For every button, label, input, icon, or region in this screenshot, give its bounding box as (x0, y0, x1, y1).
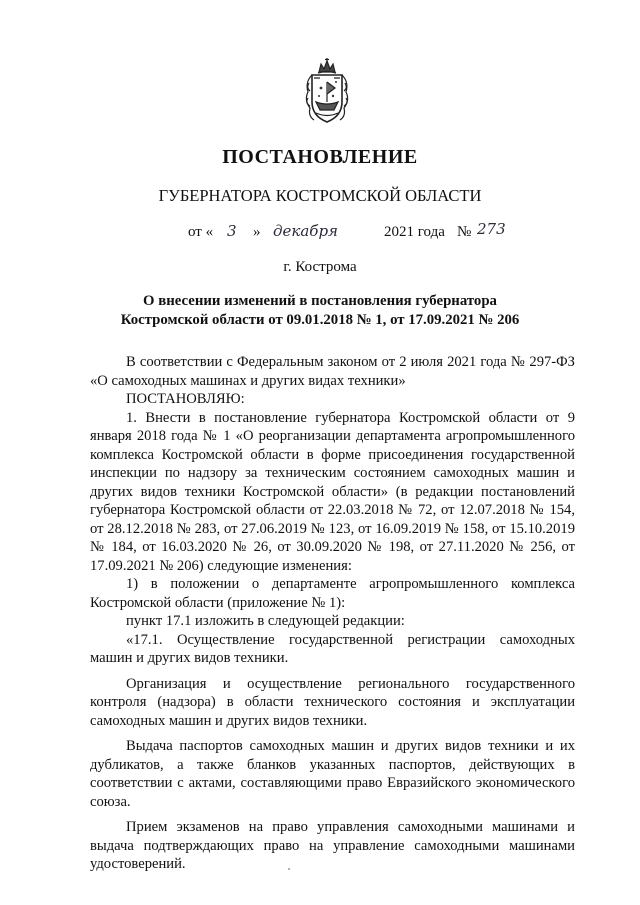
coat-of-arms-icon (302, 58, 352, 128)
heading-line: Костромской области от 09.01.2018 № 1, от 17.09.2021 № 206 (120, 312, 520, 328)
paragraph-clause-intro: пункт 17.1 изложить в следующей редакции: (126, 613, 405, 629)
heading-line: О внесении изменений в постановления губернатора (143, 293, 497, 309)
document-subtitle: ГУБЕРНАТОРА КОСТРОМСКОЙ ОБЛАСТИ (158, 186, 482, 205)
date-line (0, 222, 640, 250)
paragraph-resolve: ПОСТАНОВЛЯЮ: (126, 391, 245, 407)
paragraph-control: Организация и осуществление регионального государственного контроля (надзора) в области технического состояния и эксплуатации самоходных машин и других видов техники. (90, 675, 575, 729)
paragraph-item-1: 1. Внести в постановление губернатора Костромской области от 9 января 2018 года № 1 «О реорганизации департамента агропромышленного комплекса Костромской области в форме присоединения государственной инспекции по надзору за техническим состоянием самоходных машин и других видов техники Костромской области» (в редакции постановлений губернатора Костромской области от 22.03.2018 № 72, от 12.07.2018 № 154, от 28.12.2018 № 283, от 27.06.2019 № 123, от 16.09.2019 № 158, от 15.10.2019 № 184, от 16.03.2020 № 26, от 30.09.2020 № 198, от 27.11.2020 № 256, от 17.09.2021 № 206) следующие изменения: (90, 409, 575, 574)
date-close-quote: » (253, 224, 261, 240)
document-heading (90, 292, 550, 330)
city: г. Кострома (283, 259, 357, 275)
document-number-handwritten: 273 (477, 220, 506, 238)
number-label: № (457, 224, 472, 240)
document-title: ПОСТАНОВЛЕНИЕ (222, 146, 418, 168)
date-prefix: от « (188, 224, 214, 240)
date-month-handwritten: декабря (273, 222, 338, 240)
date-year: 2021 года (384, 224, 445, 240)
paragraph-preamble: В соответствии с Федеральным законом от 2 июля 2021 года № 297-ФЗ «О самоходных машинах и других видах техники» (90, 354, 575, 389)
paragraph-exams: Прием экзаменов на право управления самоходными машинами и выдача подтверждающих право на управление самоходными машинами удостоверений. (90, 819, 575, 872)
paragraph-clause-17-1: «17.1. Осуществление государственной регистрации самоходных машин и других видов техники. (90, 631, 575, 666)
scan-speck (288, 868, 290, 870)
paragraph-subitem-1: 1) в положении о департаменте агропромышленного комплекса Костромской области (приложение № 1): (90, 576, 575, 611)
document-body (90, 353, 575, 874)
date-day-handwritten: 3 (227, 222, 237, 240)
paragraph-passports: Выдача паспортов самоходных машин и других видов техники и их дубликатов, а также бланков указанных паспортов, действующих в соответствии с актами, составляющими право Евразийского экономического союза. (90, 738, 575, 810)
